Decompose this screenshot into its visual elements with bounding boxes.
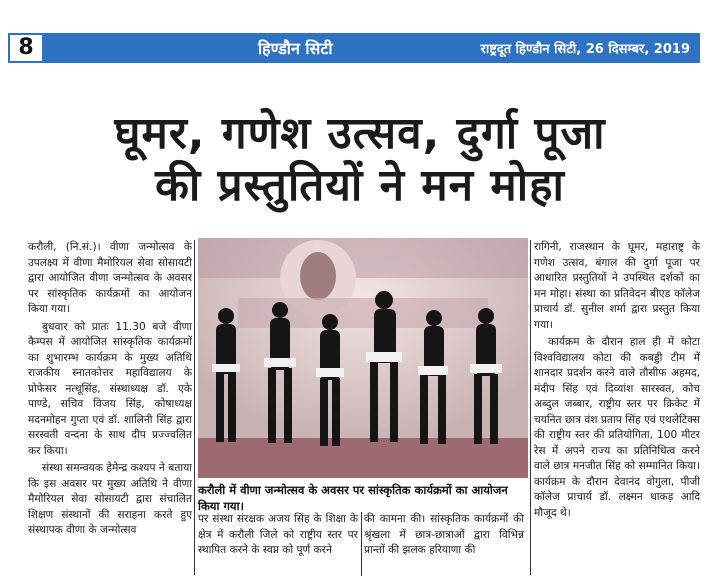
left-paragraph-2: बुधवार को प्रातः 11.30 बजे वीणा कैम्पस में आयोजित सांस्कृतिक कार्यक्रमों का शुभारम्भ कार्यक्रम के मुख्य अतिथि राजकीय स्नातकोत्तर महाविद्यालय के प्रोफेसर नत्थूसिंह, संस्थाध्यक्ष डॉ. एके पाण्डे, सचिव विजय सिंह, कोषाध्यक्ष मदनमोहन गुप्ता एवं डॉ. शालिनी सिंह द्वारा सरस्वती वन्दना के साथ दीप प्रज्ज्वलित कर किया।	[28, 320, 192, 457]
column-divider	[194, 240, 195, 575]
photo-caption: करौली में वीणा जन्मोत्सव के अवसर पर सांस्कृतिक कार्यक्रमों का आयोजन किया गया।	[198, 483, 508, 513]
dateline: राष्ट्रदूत हिण्डौन सिटी, 26 दिसम्बर, 2019	[480, 42, 690, 57]
headline-line-1: घूमर, गणेश उत्सव, दुर्गा पूजा	[114, 108, 606, 159]
left-paragraph-1: करौली, (नि.सं.)। वीणा जन्मोत्सव के उपलक्ष्य में वीणा मैमोरियल सेवा सोसायटी द्वारा आयोजित वीणा जन्मोत्सव के अवसर पर सांस्कृतिक कार्यक्रमों का आयोजन किया गया।	[28, 241, 192, 315]
headline-line-2: की प्रस्तुतियों ने मन मोहा	[155, 160, 565, 211]
stage-top-banner	[198, 238, 528, 278]
right-paragraph-1: रागिनी, राजस्थान के घूमर, महाराष्ट्र के गणेश उत्सव, बंगाल की दुर्गा पूजा पर आधारित प्रस्तुतियों ने उपस्थित दर्शकों का मन मोहा। संस्था का प्रतिवेदन बीएड कॉलेज प्राचार्य डॉ. सुनील शर्मा द्वारा प्रस्तुत किया गया।	[534, 241, 700, 331]
section-title: हिण्डौन सिटी	[258, 39, 333, 58]
left-paragraph-3: संस्था समन्वयक हेमेन्द्र कश्यप ने बताया कि इस अवसर पर मुख्य अतिथि ने वीणा मैमोरियल सेवा सोसायटी द्वारा संचालित शिक्षण संस्थानों की सराहना करते हुए संस्थापक वीणा के जन्मोत्सव	[28, 462, 192, 536]
left-column	[28, 240, 192, 541]
bottom-column-1: पर संस्था संरक्षक अजय सिंह के शिक्षा के क्षेत्र में करौली जिले को राष्ट्रीय स्तर पर स्थापित करने के स्वप्न को पूर्ण करने	[198, 513, 358, 556]
headline	[30, 108, 690, 212]
page-header	[8, 33, 700, 63]
bottom-column-2: की कामना की। सांस्कृतिक कार्यक्रमों की श्रृंखला में छात्र-छात्राओं द्वारा विभिन्न प्रान्तों की झलक हरियाणा की	[364, 513, 524, 556]
column-divider	[530, 240, 531, 575]
right-paragraph-2: कार्यक्रम के दौरान हाल ही में कोटा विश्वविद्यालय कोटा की कबड्डी टीम में शानदार प्रदर्शन करने वाले तौसीफ अहमद, मंदीप सिंह एवं दिव्यांश सारस्वत, कोच अब्दुल जब्बार, राष्ट्रीय स्तर पर क्रिकेट में चयनित छात्र वंश प्रताप सिंह एवं एथलेटिक्स की राष्ट्रीय स्तर की प्रतियोगिता, 100 मीटर रेस में अपने राज्य का प्रतिनिधित्व करने वाले छात्र मनजीत सिंह को सम्मानित किया। कार्यक्रम के दौरान देवानंद वोगुला, पीजी कॉलेज प्राचार्य डॉ. लक्ष्मन धाकड़ आदि मौजूद थे।	[534, 336, 700, 519]
news-photo	[198, 238, 528, 478]
page-number: 8	[8, 33, 44, 63]
dancers-photo-illustration	[198, 238, 528, 478]
column-divider	[361, 512, 362, 576]
portrait-figure	[300, 252, 336, 300]
right-column	[534, 240, 700, 523]
